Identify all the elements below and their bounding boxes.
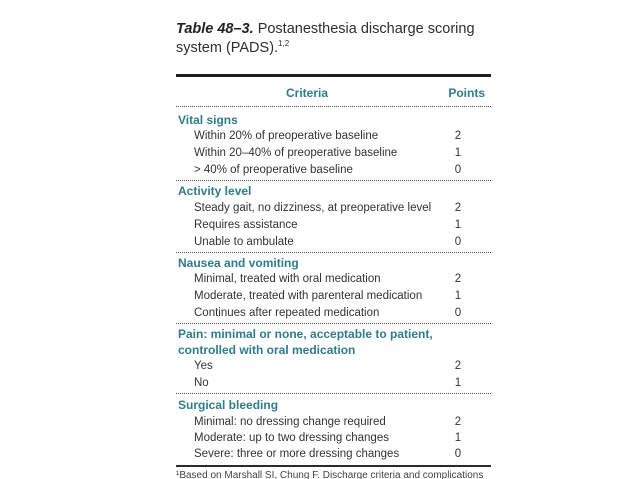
points-value: 1 — [454, 147, 462, 159]
table-title: Postanesthesia discharge scoring system (PADS). — [176, 21, 475, 56]
points-value: 2 — [454, 130, 462, 142]
section-divider — [176, 393, 491, 394]
table-caption — [176, 20, 496, 58]
section-divider — [176, 323, 491, 324]
points-value: 0 — [454, 307, 462, 319]
criterion-row: Steady gait, no dizziness, at preoperative level — [194, 202, 432, 214]
section-title-nausea-vomiting: Nausea and vomiting — [178, 256, 299, 270]
header-criteria: Criteria — [286, 86, 329, 100]
section-title-pain-line1: Pain: minimal or none, acceptable to patient, — [178, 327, 433, 341]
section-title-surgical-bleeding: Surgical bleeding — [178, 398, 279, 412]
criterion-row: Continues after repeated medication — [194, 307, 380, 319]
section-divider — [176, 252, 491, 253]
points-value: 2 — [454, 416, 462, 428]
table-label: Table 48–3. — [176, 21, 254, 37]
points-value: 0 — [454, 236, 462, 248]
criterion-row: Minimal, treated with oral medication — [194, 273, 381, 285]
criterion-row: Within 20–40% of preoperative baseline — [194, 147, 398, 159]
criterion-row: Yes — [194, 360, 213, 372]
header-divider — [176, 106, 491, 107]
points-value: 1 — [454, 290, 462, 302]
criterion-row: Minimal: no dressing change required — [194, 416, 386, 428]
criterion-row: Moderate: up to two dressing changes — [194, 432, 389, 444]
criterion-row: Within 20% of preoperative baseline — [194, 130, 379, 142]
criterion-row: No — [194, 377, 209, 389]
table-header — [176, 86, 491, 104]
criterion-row: Requires assistance — [194, 219, 298, 231]
points-value: 1 — [454, 219, 462, 231]
points-value: 2 — [454, 273, 462, 285]
points-value: 2 — [454, 202, 462, 214]
criterion-row: Unable to ambulate — [194, 236, 294, 248]
section-title-activity-level: Activity level — [178, 184, 252, 198]
section-divider — [176, 180, 491, 181]
points-value: 0 — [454, 448, 462, 460]
section-title-pain-line2: controlled with oral medication — [178, 343, 356, 357]
title-references: 1,2 — [278, 39, 290, 49]
criterion-row: Severe: three or more dressing changes — [194, 448, 400, 460]
table-footnote: ¹Based on Marshall SI, Chung F. Discharge criteria and complications — [176, 470, 484, 479]
points-value: 1 — [454, 432, 462, 444]
points-value: 0 — [454, 164, 462, 176]
points-value: 2 — [454, 360, 462, 372]
top-rule — [176, 74, 491, 77]
header-points: Points — [448, 86, 485, 100]
bottom-rule — [176, 465, 491, 467]
section-title-vital-signs: Vital signs — [178, 113, 238, 127]
points-value: 1 — [454, 377, 462, 389]
criterion-row: Moderate, treated with parenteral medication — [194, 290, 423, 302]
criterion-row: > 40% of preoperative baseline — [194, 164, 353, 176]
